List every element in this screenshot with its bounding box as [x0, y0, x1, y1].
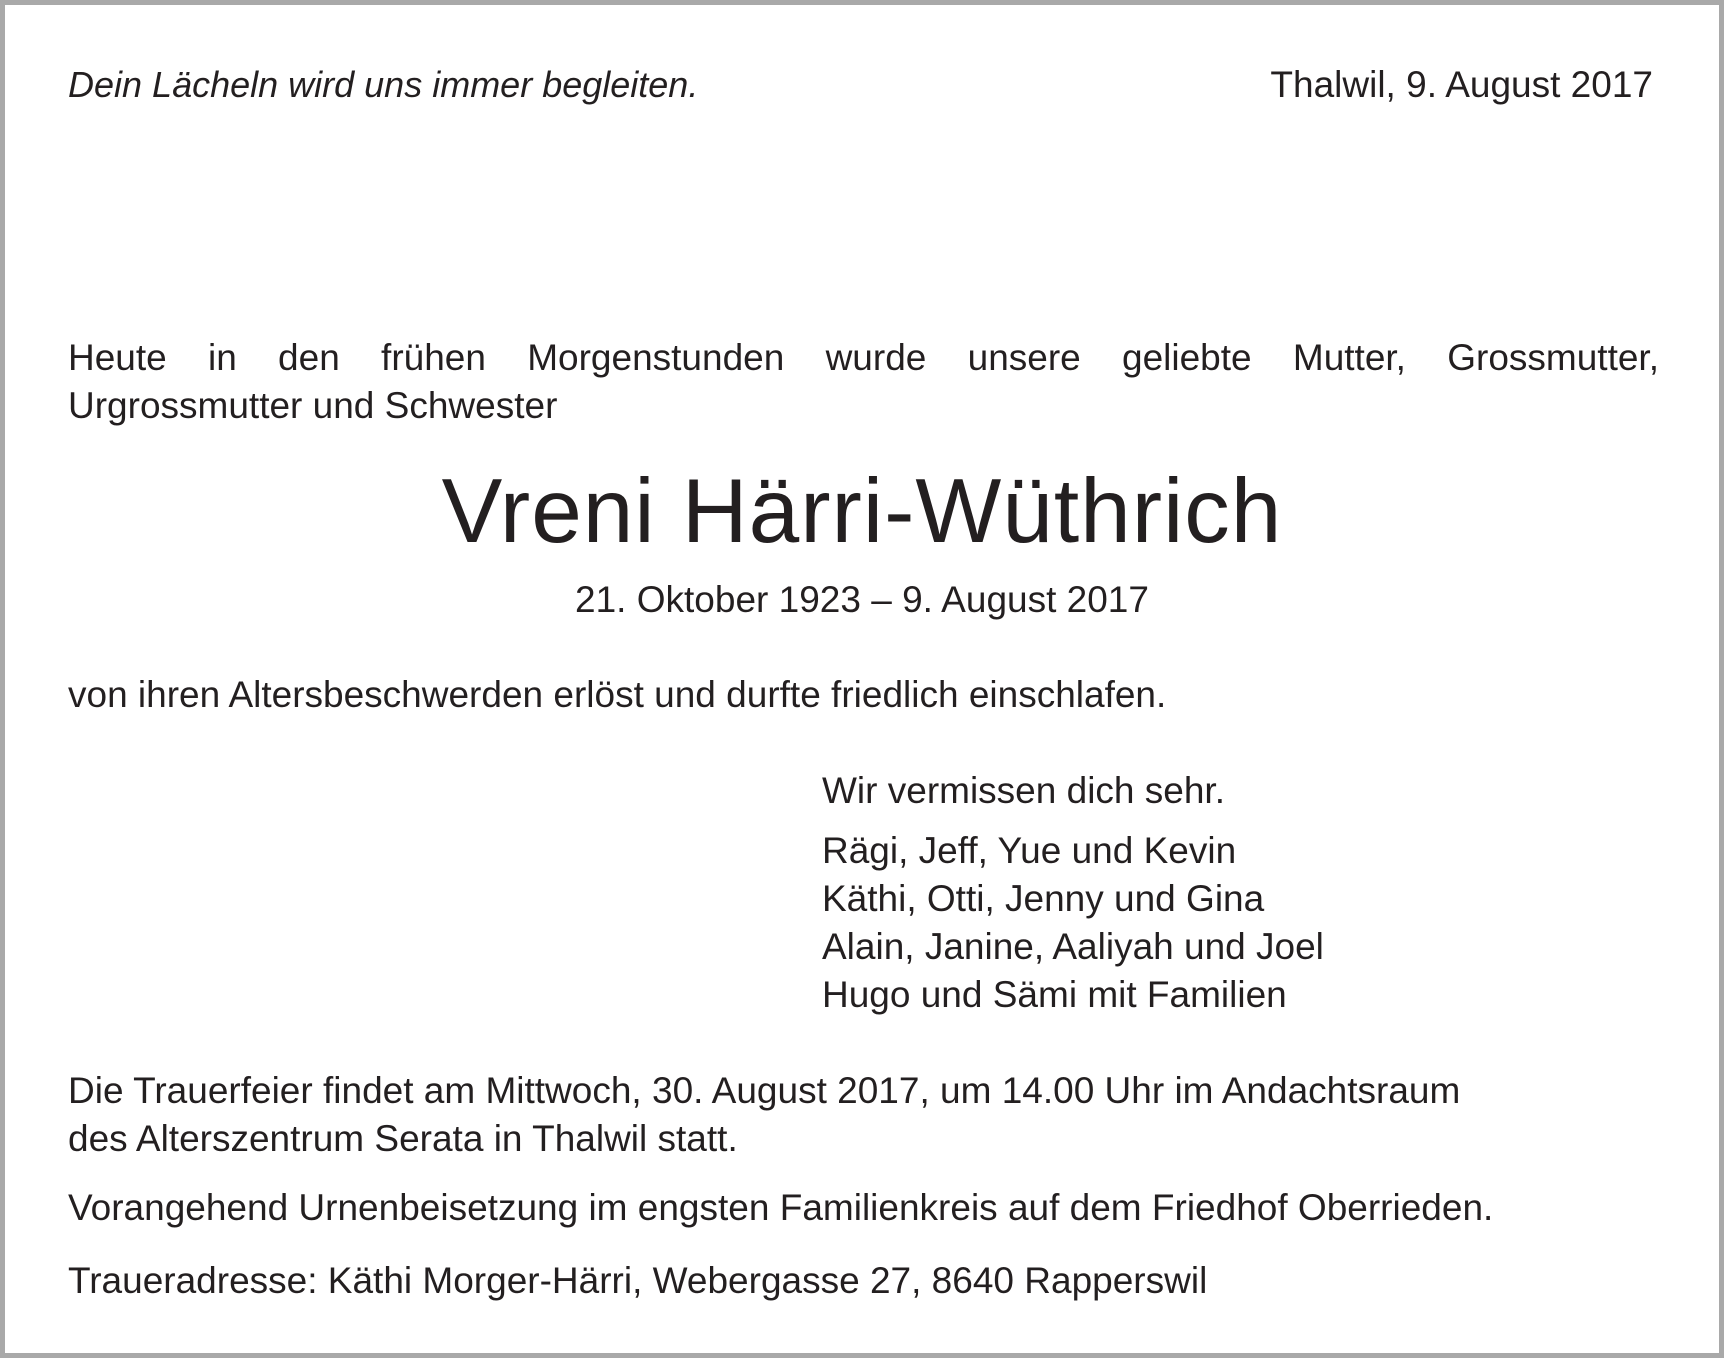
- intro-line: Urgrossmutter und Schwester: [68, 385, 558, 426]
- release-sentence: von ihren Altersbeschwerden erlöst und durfte friedlich einschlafen.: [68, 674, 1167, 715]
- mourner-line: Rägi, Jeff, Yue und Kevin: [822, 830, 1237, 871]
- deceased-name: Vreni Härri-Wüthrich: [441, 461, 1283, 562]
- intro-paragraph: [68, 334, 1659, 430]
- mourner-line: Käthi, Otti, Jenny und Gina: [822, 878, 1265, 919]
- place-and-date: Thalwil, 9. August 2017: [1270, 64, 1653, 105]
- intro-line: Heute in den frühen Morgenstunden wurde unsere geliebte Mutter, Grossmutter,: [68, 337, 1659, 378]
- miss-you-line: Wir vermissen dich sehr.: [822, 770, 1225, 811]
- motto-quote: Dein Lächeln wird uns immer begleiten.: [68, 64, 699, 105]
- ceremony-line: des Alterszentrum Serata in Thalwil statt.: [68, 1118, 738, 1159]
- ceremony-paragraph: [68, 1067, 1659, 1163]
- mourning-address: Traueradresse: Käthi Morger-Härri, Webergasse 27, 8640 Rapperswil: [68, 1260, 1208, 1301]
- mourner-line: Hugo und Sämi mit Familien: [822, 974, 1287, 1015]
- burial-note: Vorangehend Urnenbeisetzung im engsten Familienkreis auf dem Friedhof Oberrieden.: [68, 1187, 1494, 1228]
- mourner-line: Alain, Janine, Aaliyah und Joel: [822, 926, 1324, 967]
- life-dates: 21. Oktober 1923 – 9. August 2017: [575, 579, 1149, 620]
- ceremony-line: Die Trauerfeier findet am Mittwoch, 30. August 2017, um 14.00 Uhr im Andachtsraum: [68, 1070, 1461, 1111]
- mourners-list: [822, 827, 1324, 1019]
